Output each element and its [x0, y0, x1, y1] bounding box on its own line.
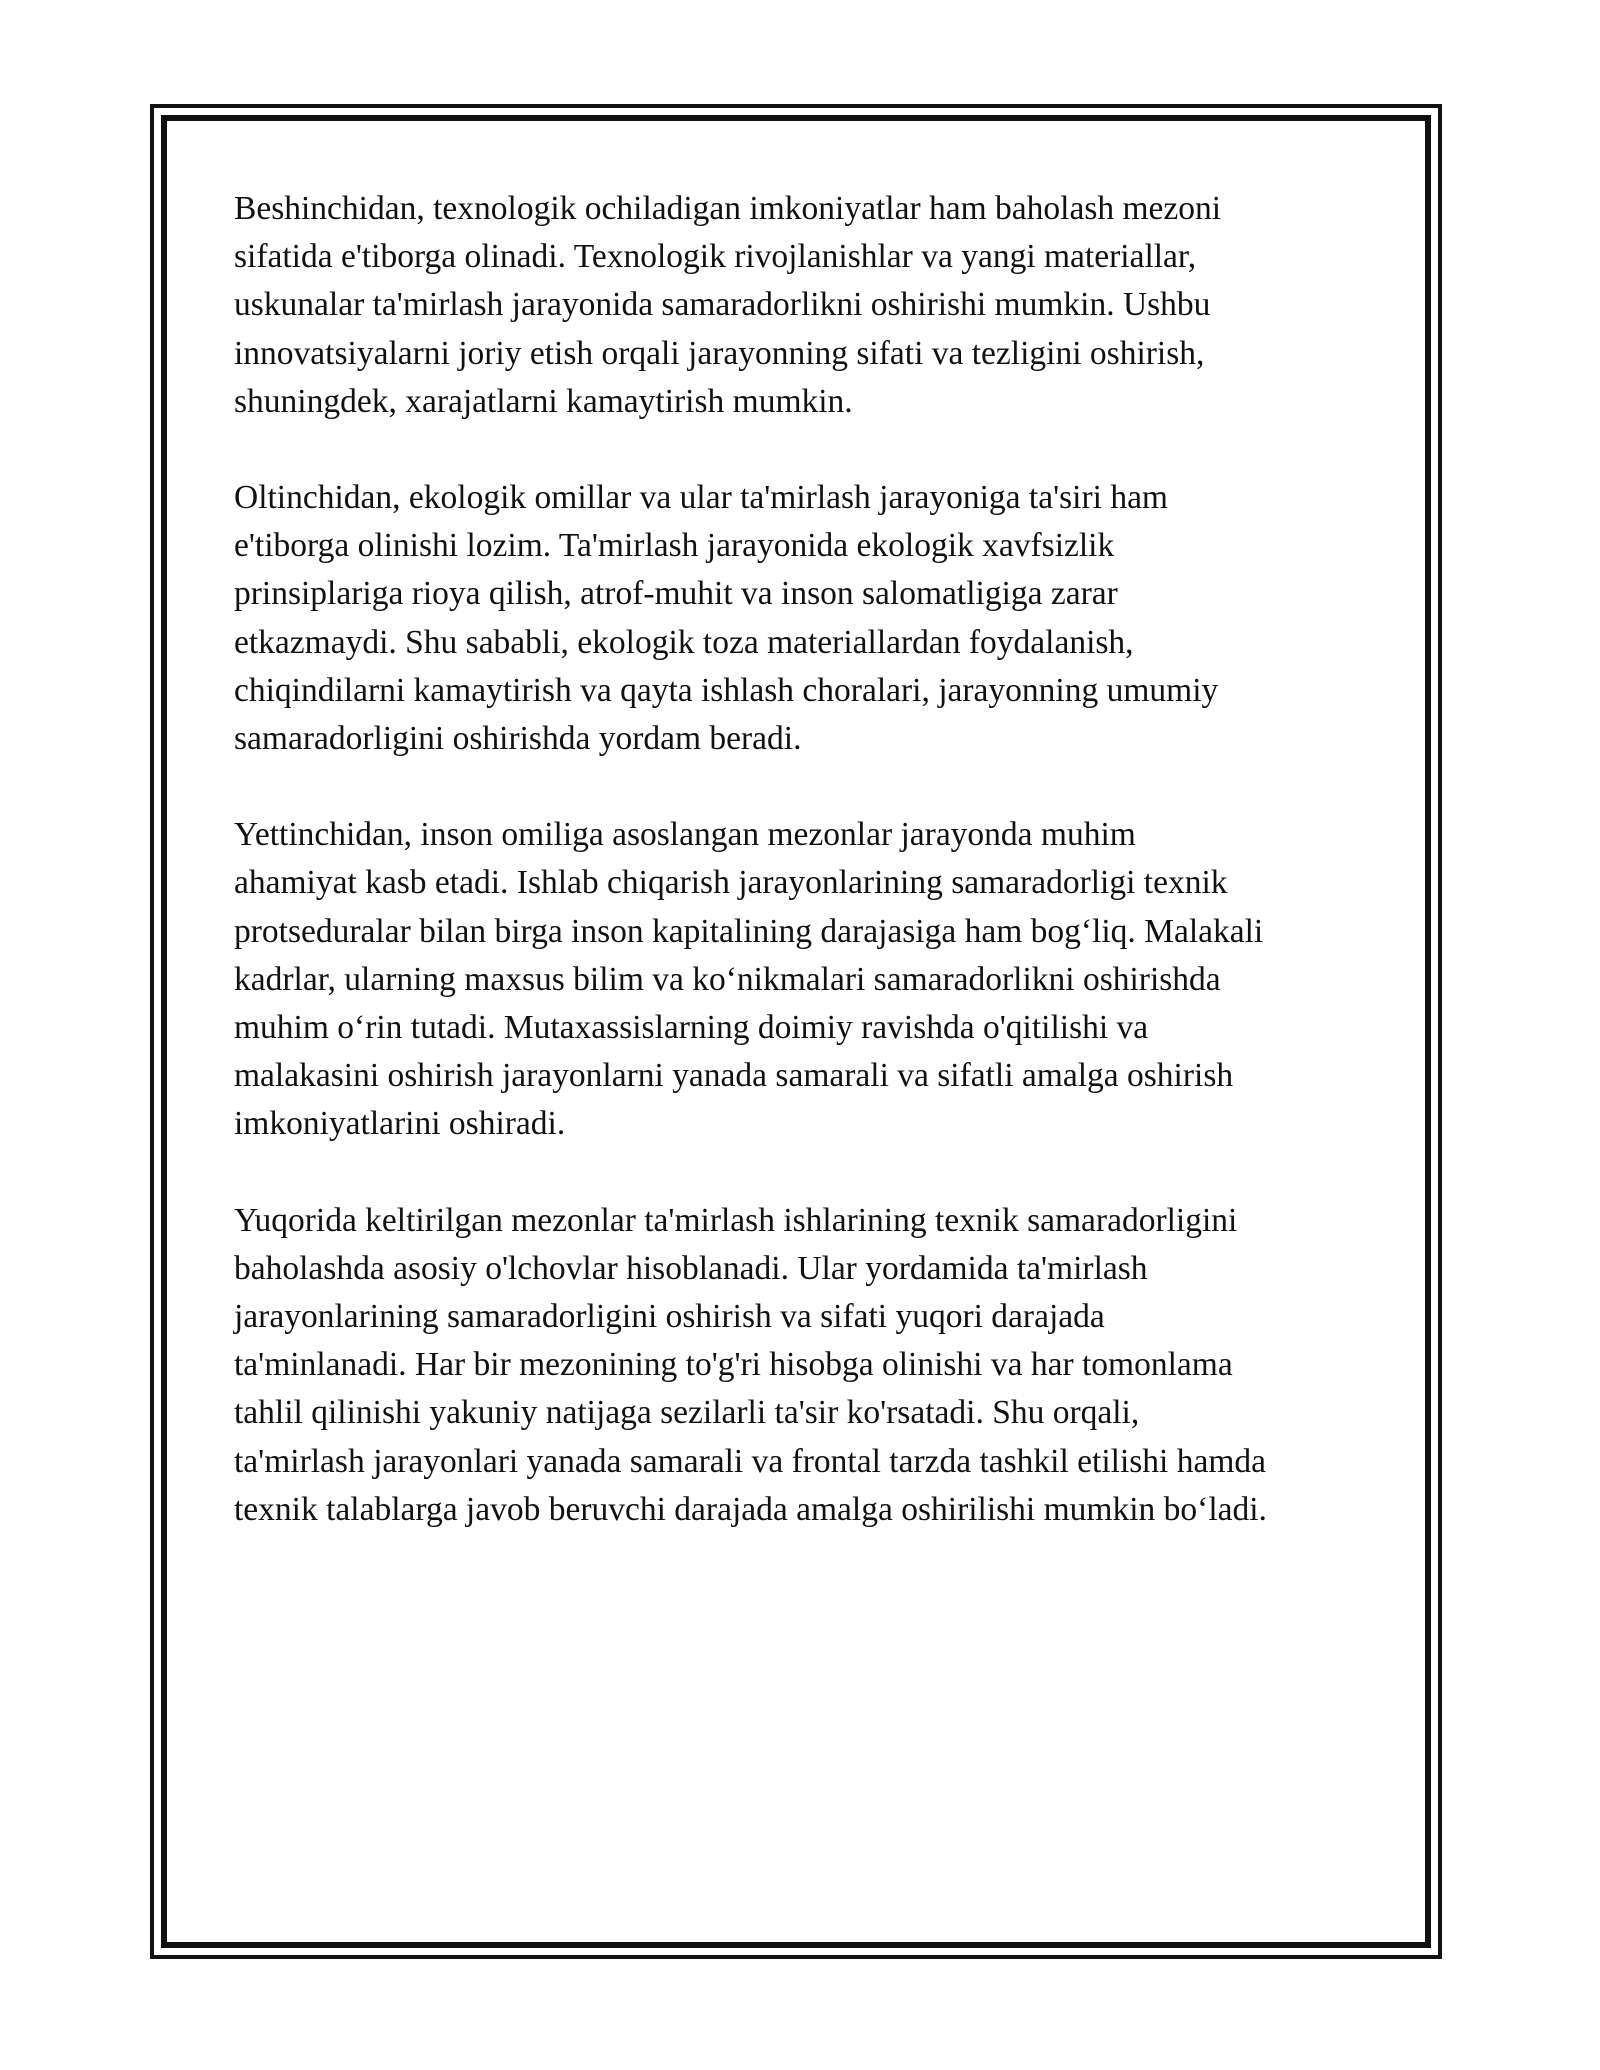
text-line: uskunalar ta'mirlash jarayonida samaradorlikni oshirishi mumkin. Ushbu — [234, 286, 1211, 324]
text-line: Yuqorida keltirilgan mezonlar ta'mirlash ishlarining texnik samaradorligini — [234, 1201, 1238, 1239]
text-line: samaradorligini oshirishda yordam beradi. — [234, 720, 802, 758]
text-line: texnik talablarga javob beruvchi darajada amalga oshirilishi mumkin bo‘ladi. — [234, 1490, 1267, 1528]
text-line: sifatida e'tiborga olinadi. Texnologik rivojlanishlar va yangi materiallar, — [234, 238, 1197, 276]
text-line: e'tiborga olinishi lozim. Ta'mirlash jarayonida ekologik xavfsizlik — [234, 527, 1115, 565]
paragraph-fifth-criterion — [234, 185, 1364, 426]
paragraph-conclusion — [234, 1197, 1364, 1534]
text-line: protseduralar bilan birga inson kapitalining darajasiga ham bog‘liq. Malakali — [234, 912, 1264, 950]
text-line: ahamiyat kasb etadi. Ishlab chiqarish jarayonlarining samaradorligi texnik — [234, 864, 1228, 902]
text-line: kadrlar, ularning maxsus bilim va ko‘nikmalari samaradorlikni oshirishda — [234, 960, 1221, 998]
paragraph-sixth-criterion — [234, 474, 1364, 763]
text-line: muhim o‘rin tutadi. Mutaxassislarning doimiy ravishda o'qitilishi va — [234, 1009, 1149, 1047]
text-line: jarayonlarining samaradorligini oshirish va sifati yuqori darajada — [234, 1298, 1105, 1336]
text-line: etkazmaydi. Shu sababli, ekologik toza materiallardan foydalanish, — [234, 623, 1134, 661]
document-body — [234, 185, 1364, 1582]
text-line: tahlil qilinishi yakuniy natijaga sezilarli ta'sir ko'rsatadi. Shu orqali, — [234, 1394, 1140, 1432]
text-line: ta'minlanadi. Har bir mezonining to'g'ri hisobga olinishi va har tomonlama — [234, 1346, 1233, 1384]
paragraph-seventh-criterion — [234, 811, 1364, 1148]
text-line: ta'mirlash jarayonlari yanada samarali va frontal tarzda tashkil etilishi hamda — [234, 1442, 1267, 1480]
text-line: malakasini oshirish jarayonlarni yanada samarali va sifatli amalga oshirish — [234, 1057, 1234, 1095]
text-line: innovatsiyalarni joriy etish orqali jarayonning sifati va tezligini oshirish, — [234, 334, 1205, 372]
text-line: prinsiplariga rioya qilish, atrof-muhit va inson salomatligiga zarar — [234, 575, 1118, 613]
text-line: baholashda asosiy o'lchovlar hisoblanadi. Ular yordamida ta'mirlash — [234, 1249, 1148, 1287]
text-line: Oltinchidan, ekologik omillar va ular ta'mirlash jarayoniga ta'siri ham — [234, 479, 1168, 517]
text-line: Yettinchidan, inson omiliga asoslangan mezonlar jarayonda muhim — [234, 816, 1136, 854]
text-line: shuningdek, xarajatlarni kamaytirish mumkin. — [234, 382, 853, 420]
text-line: chiqindilarni kamaytirish va qayta ishlash choralari, jarayonning umumiy — [234, 671, 1219, 709]
text-line: imkoniyatlarini oshiradi. — [234, 1105, 566, 1143]
text-line: Beshinchidan, texnologik ochiladigan imkoniyatlar ham baholash mezoni — [234, 190, 1222, 227]
